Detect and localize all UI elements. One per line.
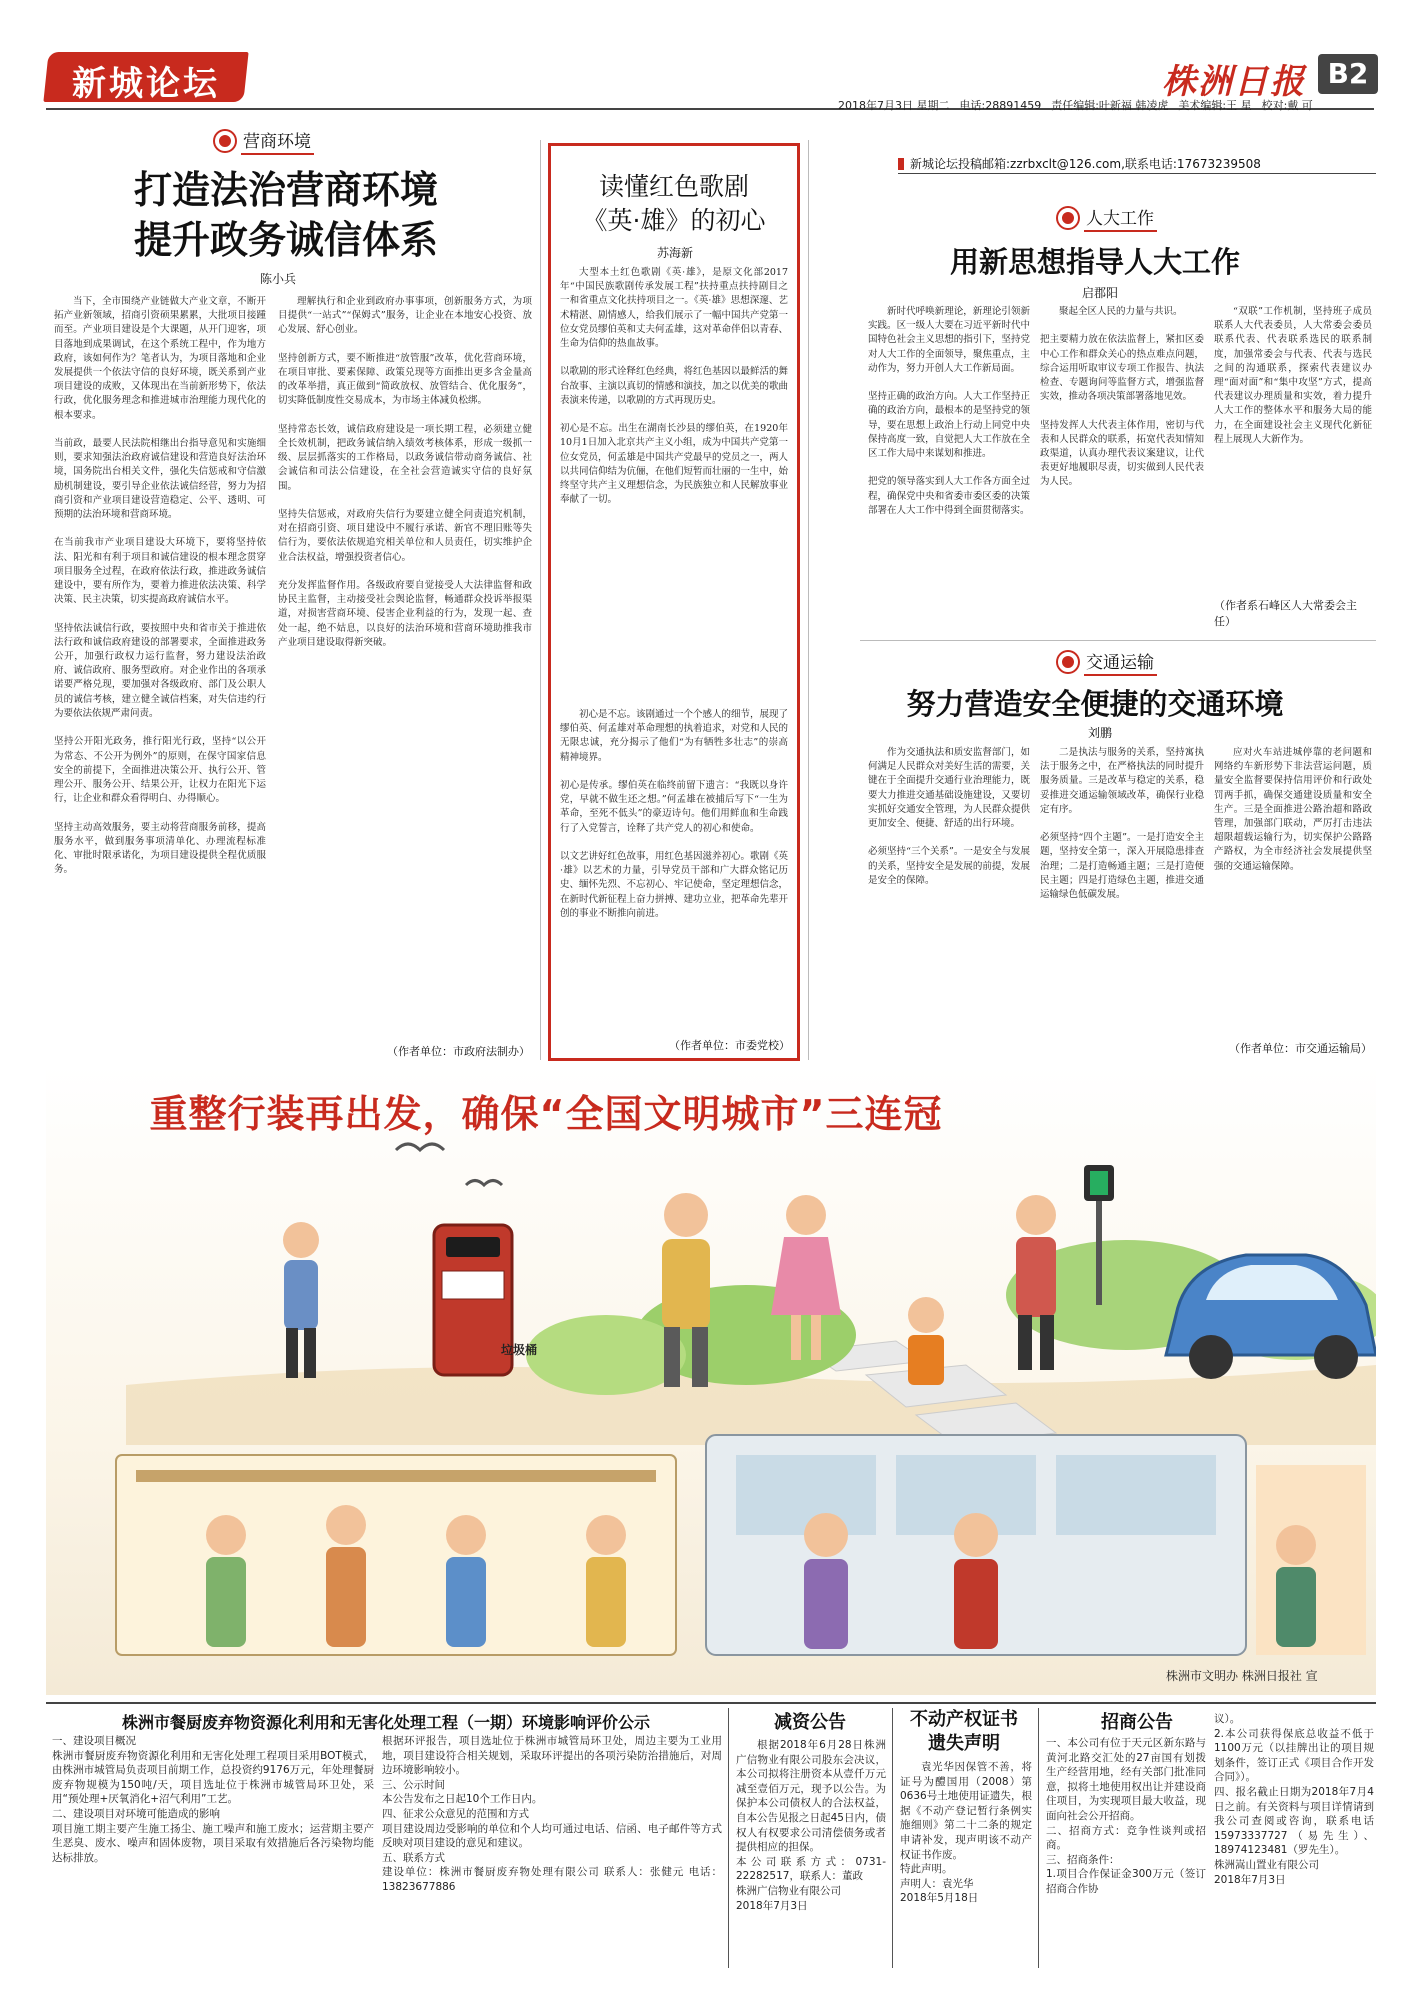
article2-title-line1: 读懂红色歌剧 <box>598 172 749 201</box>
article4-tag-label: 交通运输 <box>1084 648 1157 676</box>
notice3-title-line2: 遗失声明 <box>928 1733 1000 1754</box>
notice4-column1 <box>1046 1736 1206 1966</box>
banner-credit: 株洲市文明办 株洲日报社 宣 <box>1166 1669 1318 1683</box>
trash-bin-label: 垃圾桶 <box>500 1343 537 1357</box>
article4-column1 <box>868 746 1030 1046</box>
article1-title-line2: 提升政务诚信体系 <box>133 218 438 262</box>
article3-col2-text: 聚起全区人民的力量与共识。 把主要精力放在依法监督上，紧扣区委中心工作和群众关心的热点难点问题，综合运用听取审议专项工作报告、执法检查、专题询问等监督方式，增强监督实效，推动各项决策部署落地见效。 坚持发挥人大代表主体作用，密切与代表和人民群众的联系，拓宽代表知情知政渠道，认真办理代表议案建议，让代表更好地履职尽责，切实做到人民代表为人民。 <box>1040 306 1204 488</box>
page-code <box>1318 54 1378 94</box>
volunteer-figure-icon <box>283 1222 319 1378</box>
banner-slogan: 重整行装再出发，确保“全国文明城市”三连冠 <box>149 1092 943 1136</box>
article2-byline: （作者单位：市委党校） <box>669 1039 790 1052</box>
article4-col2-text: 二是执法与服务的关系，坚持寓执法于服务之中，在严格执法的同时提升服务质量。三是改革与稳定的关系，稳妥推进交通运输领域改革，确保行业稳定有序。 必须坚持“四个主题”。一是打造安全主题，坚持安全第一，深入开展隐患排查治理；二是打造畅通主题；三是打造便民主题；四是打造绿色主题，推进交通运输绿色低碳发展。 <box>1040 747 1204 901</box>
article3-tag-label: 人大工作 <box>1084 204 1157 232</box>
article1-title-line1: 打造法治营商环境 <box>133 168 438 212</box>
notice4-col1-text: 一、本公司有位于天元区新东路与黄河北路交汇处的27亩国有划拨生产经营用地，经有关部门批准同意，拟将土地使用权出让并建设商住项目，为实现项目最大收益，现面向社会公开招商。 二、招商方式：竞争性谈判或招商。 三、招商条件： 1.项目合作保证金300万元（签订招商合作协 <box>1046 1737 1206 1895</box>
section-logo <box>46 52 254 107</box>
bird-icon <box>396 1144 444 1150</box>
tag-dot-icon <box>1058 652 1078 672</box>
notice3-text: 袁光华因保管不善，将证号为醴国用（2008）第0636号土地使用证遗失，根据《不动产登记暂行条例实施细则》第二十二条的规定申请补发，现声明该不动产权证书作废。 特此声明。 声明人：袁光华 2018年5月18日 <box>900 1761 1032 1905</box>
notice3-title <box>896 1708 1032 1756</box>
article1-column2 <box>278 295 532 1040</box>
article1-tag-label: 营商环境 <box>241 127 314 155</box>
notice1-title: 株洲市餐厨废弃物资源化利用和无害化处理工程（一期）环境影响评价公示 <box>121 1713 650 1732</box>
section-name: 新城论坛 <box>72 64 220 104</box>
notice1-column1 <box>52 1734 374 1962</box>
bird-icon <box>466 1181 502 1186</box>
submission-marker-icon <box>898 158 904 170</box>
article4-column3 <box>1214 746 1372 1036</box>
proofreader-text: 校对:戴 可 <box>1261 99 1313 112</box>
notice1-col1-text: 一、建设项目概况 株洲市餐厨废弃物资源化利用和无害化处理工程项目采用BOT模式，由株洲市城管局负责项目前期工作，总投资约9176万元，年处理餐厨废弃物规模为150吨/天，项目选址位于株洲市城管局环卫处，采用“预处理+厌氧消化+沼气利用”工艺。 二、建设项目对环境可能造成的影响 项目施工期主要产生施工扬尘、施工噪声和施工废水；运营期主要产生恶臭、废水、噪声和固体废物，项目采取有效措施后各污染物均能达标排放。 <box>52 1735 374 1864</box>
notice4-column2 <box>1214 1712 1374 1966</box>
article4-column2 <box>1040 746 1204 1046</box>
notice2-body <box>736 1738 886 1966</box>
article2-col1-text: 大型本土红色歌剧《英·雄》，是原文化部2017年“中国民族歌剧传承发展工程”扶持重点扶持剧目之一和省重点文化扶持项目之一。《英·雄》思想深邃、艺术精湛、剧情感人，给我们展示了一幅中国共产党第一位女党员缪伯英和丈夫何孟雄，这对革命伴侣以青春、生命为信仰的热血故事。 以歌剧的形式诠释红色经典，将红色基因以最鲜活的舞台故事、主演以真切的情感和演技，加之以优美的歌曲表演来传递，以歌剧的方式再现历史。 初心是不忘。出生在湖南长沙县的缪伯英，在1920年10月1日加入北京共产主义小组，成为中国共产党第一位女党员，何孟雄是中国共产党最早的党员之一，两人以共同信仰结为伉俪，在他们短暂而壮丽的一生中，始终坚守共产主义理想信念，为民族独立和人民解放事业奉献了一切。 <box>560 267 788 506</box>
article4-byline: （作者单位：市交通运输局） <box>1229 1042 1372 1055</box>
phone-text: 电话:28891459 <box>959 99 1042 112</box>
article4-col1-text: 作为交通执法和质安监督部门，如何满足人民群众对美好生活的需要，关键在于全面提升交通行业治理能力，既要大力推进交通基础设施建设，又要切实抓好交通安全管理，为人民群众提供更加安全、便捷、舒适的出行环境。 必须坚持“三个关系”。一是安全与发展的关系，坚持安全是发展的前提，发展是安全的保障。 <box>868 747 1030 886</box>
notice3-body <box>900 1760 1032 1966</box>
article1-col2-text: 理解执行和企业到政府办事事项，创新服务方式，为项目提供“一站式”“保姆式”服务，让企业在本地安心投资、放心发展、舒心创业。 坚持创新方式，要不断推进“放管服”改革，优化营商环境，在项目审批、要素保障、政策兑现等方面推出更多含金量高的改革举措，真正做到“简政放权、放管结合、优化服务”，切实降低制度性交易成本，为市场主体减负松绑。 坚持常态长效，诚信政府建设是一项长期工程，必须建立健全长效机制，把政务诚信纳入绩效考核体系，形成一级抓一级、层层抓落实的工作格局，以政务诚信带动商务诚信、社会诚信和司法公信建设，在全社会营造诚实守信的良好氛围。 坚持失信惩戒，对政府失信行为要建立健全问责追究机制，对在招商引资、项目建设中不履行承诺、新官不理旧账等失信行为，要依法依规追究相关单位和人员责任，切实维护企业合法权益，增强投资者信心。 充分发挥监督作用。各级政府要自觉接受人大法律监督和政协民主监督，主动接受社会舆论监督，畅通群众投诉举报渠道，对损害营商环境、侵害企业利益的行为，发现一起、查处一起，绝不姑息，以良好的法治环境和营商环境助推我市产业项目建设取得新突破。 <box>278 296 532 648</box>
page-code-text: B2 <box>1327 57 1369 90</box>
article2-author: 苏海新 <box>656 246 693 260</box>
notice1-col2-text: 根据环评报告，项目选址位于株洲市城管局环卫处，周边主要为工业用地，项目建设符合相关规划，采取环评提出的各项污染防治措施后，对周边环境影响较小。 三、公示时间 本公告发布之日起10个工作日内。 四、征求公众意见的范围和方式 项目建设周边受影响的单位和个人均可通过电话、信函、电子邮件等方式反映对项目建设的意见和建议。 五、联系方式 建设单位：株洲市餐厨废弃物处理有限公司 联系人：张健元 电话：13823677886 <box>382 1735 722 1893</box>
notice3-title-line1: 不动产权证书 <box>910 1709 1018 1730</box>
article2-title-line2: 《英·雄》的初心 <box>582 206 766 235</box>
dateline <box>838 97 1313 113</box>
article3-col3-text: “双联”工作机制，坚持班子成员联系人大代表委员，人大常委会委员联系代表、代表联系选民的联系制度，加强常委会与代表、代表与选民之间的沟通联系，探索代表建议办理“面对面”和“集中攻坚”方式，提高代表建议办理质量和实效，着力提升人大工作的整体水平和服务大局的能力，在全面建设社会主义现代化新征程上展现人大新作为。 <box>1214 306 1372 445</box>
article1-tag <box>215 127 314 155</box>
paper-logo: 株洲日报 <box>1162 62 1306 102</box>
article1-column1 <box>54 295 266 1045</box>
article1-title <box>46 165 526 265</box>
article2-title <box>552 170 796 238</box>
bus-scene-icon <box>116 1435 1366 1655</box>
article1-author: 陈小兵 <box>259 272 296 286</box>
notice2-title: 减资公告 <box>774 1712 846 1733</box>
article3-column2 <box>1040 305 1204 640</box>
article1-col1-text: 当下，全市围绕产业链做大产业文章，不断开拓产业新领域，招商引资硕果累累，大批项目接踵而至。产业项目建设是个大课题，从开门迎客，项目落地到成果调试，在这个系统工程中，作为地方政府，该如何作为？笔者认为，为项目落地和企业发展提供一个依法守信的良好环境，既关系到产业项目建设的成败，又体现出在当前新形势下，依法行政，优化服务理念和推进城市治理能力现代化的根本要求。 当前政，最要人民法院相继出台指导意见和实施细则，要求知强法治政府诚信建设和营造良好法治环境，国务院出台相关文件，强化失信惩戒和守信激励机制建设，要引导企业依法诚信经营，努力为招商引资和产业项目建设营造稳定、公平、透明、可预期的法治环境和营商环境。 在当前我市产业项目建设大环境下，要将坚持依法、阳光和有利于项目和诚信建设的根本理念贯穿项目服务全过程，在政府依法行政，推进政务诚信建设中，要有所作为，要着力推进依法决策、科学决策、民主决策，切实提高政府诚信水平。 坚持依法诚信行政，要按照中央和省市关于推进依法行政和诚信政府建设的部署要求，全面推进政务公开，加强行政权力运行监督，努力建设法治政府、诚信政府、服务型政府。对企业作出的各项承诺要严格兑现，要加强对各级政府、部门及公职人员的诚信考核，建立健全诚信档案，对失信违约行为要依法依规严肃问责。 坚持公开阳光政务，推行阳光行政，坚持“以公开为常态、不公开为例外”的原则，在保守国家信息安全的前提下，全面推进决策公开、执行公开、管理公开、服务公开、结果公开，让权力在阳光下运行，让企业和群众看得明白、办得顺心。 坚持主动高效服务，要主动将营商服务前移，提高服务水平，做到服务事项清单化、办理流程标准化、审批时限承诺化，为项目建设提供全程优质服务。 <box>54 296 266 876</box>
tag-dot-icon <box>215 131 235 151</box>
article2-col2-text: 初心是不忘。该剧通过一个个感人的细节，展现了缪伯英、何孟雄对革命理想的执着追求，对党和人民的无限忠诚，充分揭示了他们“为有牺牲多壮志”的崇高精神境界。 初心是传承。缪伯英在临终前留下遗言：“我既以身许党，早就不做生还之想。”何孟雄在被捕后写下“一生为革命，至死不低头”的豪迈诗句。他们用鲜血和生命践行了入党誓言，诠释了共产党人的初心和使命。 以文艺讲好红色故事，用红色基因滋养初心。歌剧《英·雄》以艺术的力量，引导党员干部和广大群众铭记历史、缅怀先烈、不忘初心、牢记使命，坚定理想信念，在新时代新征程上奋力拼搏、建功立业，把革命先辈开创的事业不断推向前进。 <box>560 709 788 919</box>
date-text: 2018年7月3日 星期二 <box>838 99 950 112</box>
article3-col1-text: 新时代呼唤新理论，新理论引领新实践。区一级人大要在习近平新时代中国特色社会主义思想的指引下，坚持党对人大工作的全面领导，聚焦重点，主动作为，努力开创人大工作新局面。 坚持正确的政治方向。人大工作坚持正确的政治方向，最根本的是坚持党的领导，要在思想上政治上行动上同党中央保持高度一致，自觉把人大工作放在全区工作大局中来谋划和推进。 把党的领导落实到人大工作各方面全过程，确保党中央和省委市委区委的决策部署在人大工作中得到全面贯彻落实。 <box>868 306 1030 516</box>
boy-figure-icon <box>908 1297 944 1385</box>
article4-title: 努力营造安全便捷的交通环境 <box>906 687 1284 721</box>
article1-byline: （作者单位：市政府法制办） <box>387 1045 530 1058</box>
notice4-col2-text: 议）。 2.本公司获得保底总收益不低于1100万元（以挂牌出让的项目规划条件，签订正式《项目合作开发合同》）。 四、报名截止日期为2018年7月4日之前。有关资料与项目详情请到我公司查阅或咨询，联系电话15973337727（易先生）、18974123481（罗先生）。 株洲嵩山置业有限公司 2018年7月3日 <box>1214 1713 1374 1886</box>
civic-banner <box>46 1065 1376 1695</box>
article3-tag <box>1058 204 1157 232</box>
article3-column3 <box>1214 305 1372 595</box>
article3-author: 启郡阳 <box>1081 286 1118 300</box>
article3-byline: （作者系石峰区人大常委会主任） <box>1214 599 1357 628</box>
submission-phone: ,联系电话:17673239508 <box>1121 157 1261 171</box>
notice2-text: 根据2018年6月28日株洲广信物业有限公司股东会决议，本公司拟将注册资本从壹仟万元减至壹佰万元，现予以公告。为保护本公司债权人的合法权益，自本公告见报之日起45日内，债权人有权要求公司清偿债务或者提供相应的担保。 本公司联系方式：0731-22282517，联系人：董政 株洲广信物业有限公司 2018年7月3日 <box>736 1739 886 1912</box>
art-editor-text: 美术编辑:王 星 <box>1178 99 1252 112</box>
submission-email[interactable]: zzrbxclt@126.com <box>1010 156 1122 171</box>
article3-column1 <box>868 305 1030 640</box>
article3-title: 用新思想指导人大工作 <box>949 245 1240 279</box>
banner-illustration <box>46 1065 1376 1695</box>
notice4-title: 招商公告 <box>1101 1712 1173 1733</box>
submission-line <box>898 155 1261 172</box>
article2-column1 <box>560 266 788 706</box>
editor-text: 责任编辑:叶新福 韩凌虎 <box>1051 99 1169 112</box>
tag-dot-icon <box>1058 208 1078 228</box>
notice1-column2 <box>382 1734 722 1962</box>
article4-author: 刘鹏 <box>1087 726 1112 740</box>
submission-label: 新城论坛投稿邮箱: <box>910 157 1011 171</box>
article4-tag <box>1058 648 1157 676</box>
article4-col3-text: 应对火车站进城停靠的老问题和网络约车新形势下非法营运问题，质量安全监督要保持信用评价和行政处罚两手抓，确保交通建设质量和安全生产。三是全面推进公路治超和路政管理，加强部门联动，严厉打击违法超限超载运输行为，切实保护公路路产路权，为全市经济社会发展提供坚强的交通运输保障。 <box>1214 747 1372 872</box>
bush-icon <box>526 1315 686 1395</box>
article2-column2 <box>560 708 788 1038</box>
woman-figure-icon <box>1016 1195 1056 1370</box>
